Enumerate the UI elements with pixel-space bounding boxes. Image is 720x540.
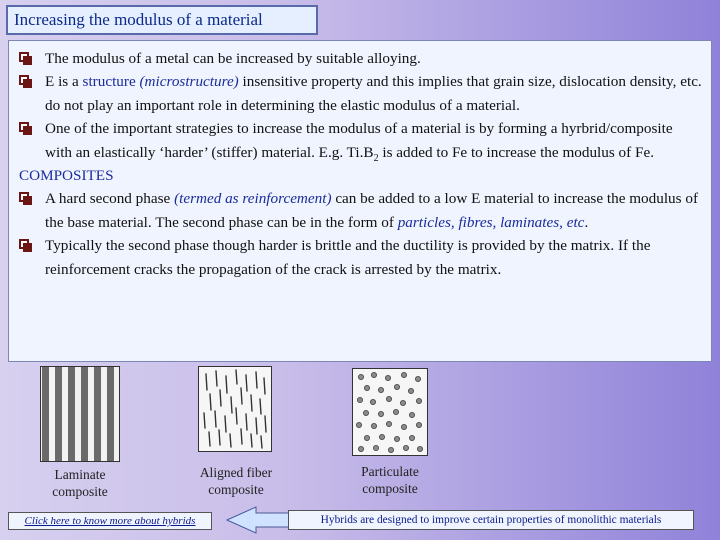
list-item (19, 234, 703, 281)
composites-heading: COMPOSITES (19, 167, 114, 185)
aligned-fiber-label: Aligned fiber composite (199, 465, 273, 497)
list-item (19, 117, 703, 164)
bullet-text: E is a (45, 73, 83, 91)
bullet-text: can be added to a low E material to increase the modulus of the base material. The second phase can be in the form of (45, 190, 698, 231)
square-bullet-icon (19, 52, 32, 65)
bullet-text: A hard second phase (45, 190, 175, 208)
bullet-text: insensitive property and this implies that grain size, dislocation density, etc. do not play an important role in determining the elastic modulus of a material. (45, 73, 702, 114)
square-bullet-icon (19, 75, 32, 88)
forms-term: particles, fibres, laminates, etc (397, 213, 585, 231)
square-bullet-icon (19, 192, 32, 205)
bullet-text: is added to Fe to increase the modulus of Fe. (378, 143, 654, 161)
bullet-text: The modulus of a metal can be increased by suitable alloying. (45, 50, 421, 67)
content-panel (8, 40, 712, 362)
laminate-label: Laminate composite (52, 467, 108, 499)
laminate-figure (40, 366, 120, 462)
hybrids-link[interactable]: Click here to know more about hybrids (8, 512, 212, 530)
square-bullet-icon (19, 122, 32, 135)
list-item (19, 187, 703, 234)
bullet-text: . (584, 213, 589, 231)
aligned-fiber-figure (198, 366, 272, 452)
subscript: 2 (373, 152, 379, 164)
page-title: Increasing the modulus of a material (6, 5, 318, 35)
left-arrow-icon (226, 506, 290, 534)
square-bullet-icon (19, 239, 32, 252)
list-item (19, 70, 703, 117)
bullet-text: One of the important strategies to increase the modulus of a material is by forming a hyrbrid/composite with an elastically ‘harder’ (stiffer) material. E.g. Ti.B (45, 120, 673, 161)
reinforcement-term: (termed as reinforcement) (174, 190, 332, 208)
particulate-figure (352, 368, 428, 456)
hybrids-note: Hybrids are designed to improve certain properties of monolithic materials (288, 510, 694, 530)
bullet-text: Typically the second phase though harder is brittle and the ductility is provided by the matrix. If the reinforcement cracks the propagation of the crack is arrested by the matrix. (45, 237, 651, 278)
microstructure-term: (microstructure) (139, 73, 239, 91)
list-item (19, 47, 703, 70)
structure-term: structure (82, 73, 136, 91)
particulate-label: Particulate composite (361, 464, 419, 496)
